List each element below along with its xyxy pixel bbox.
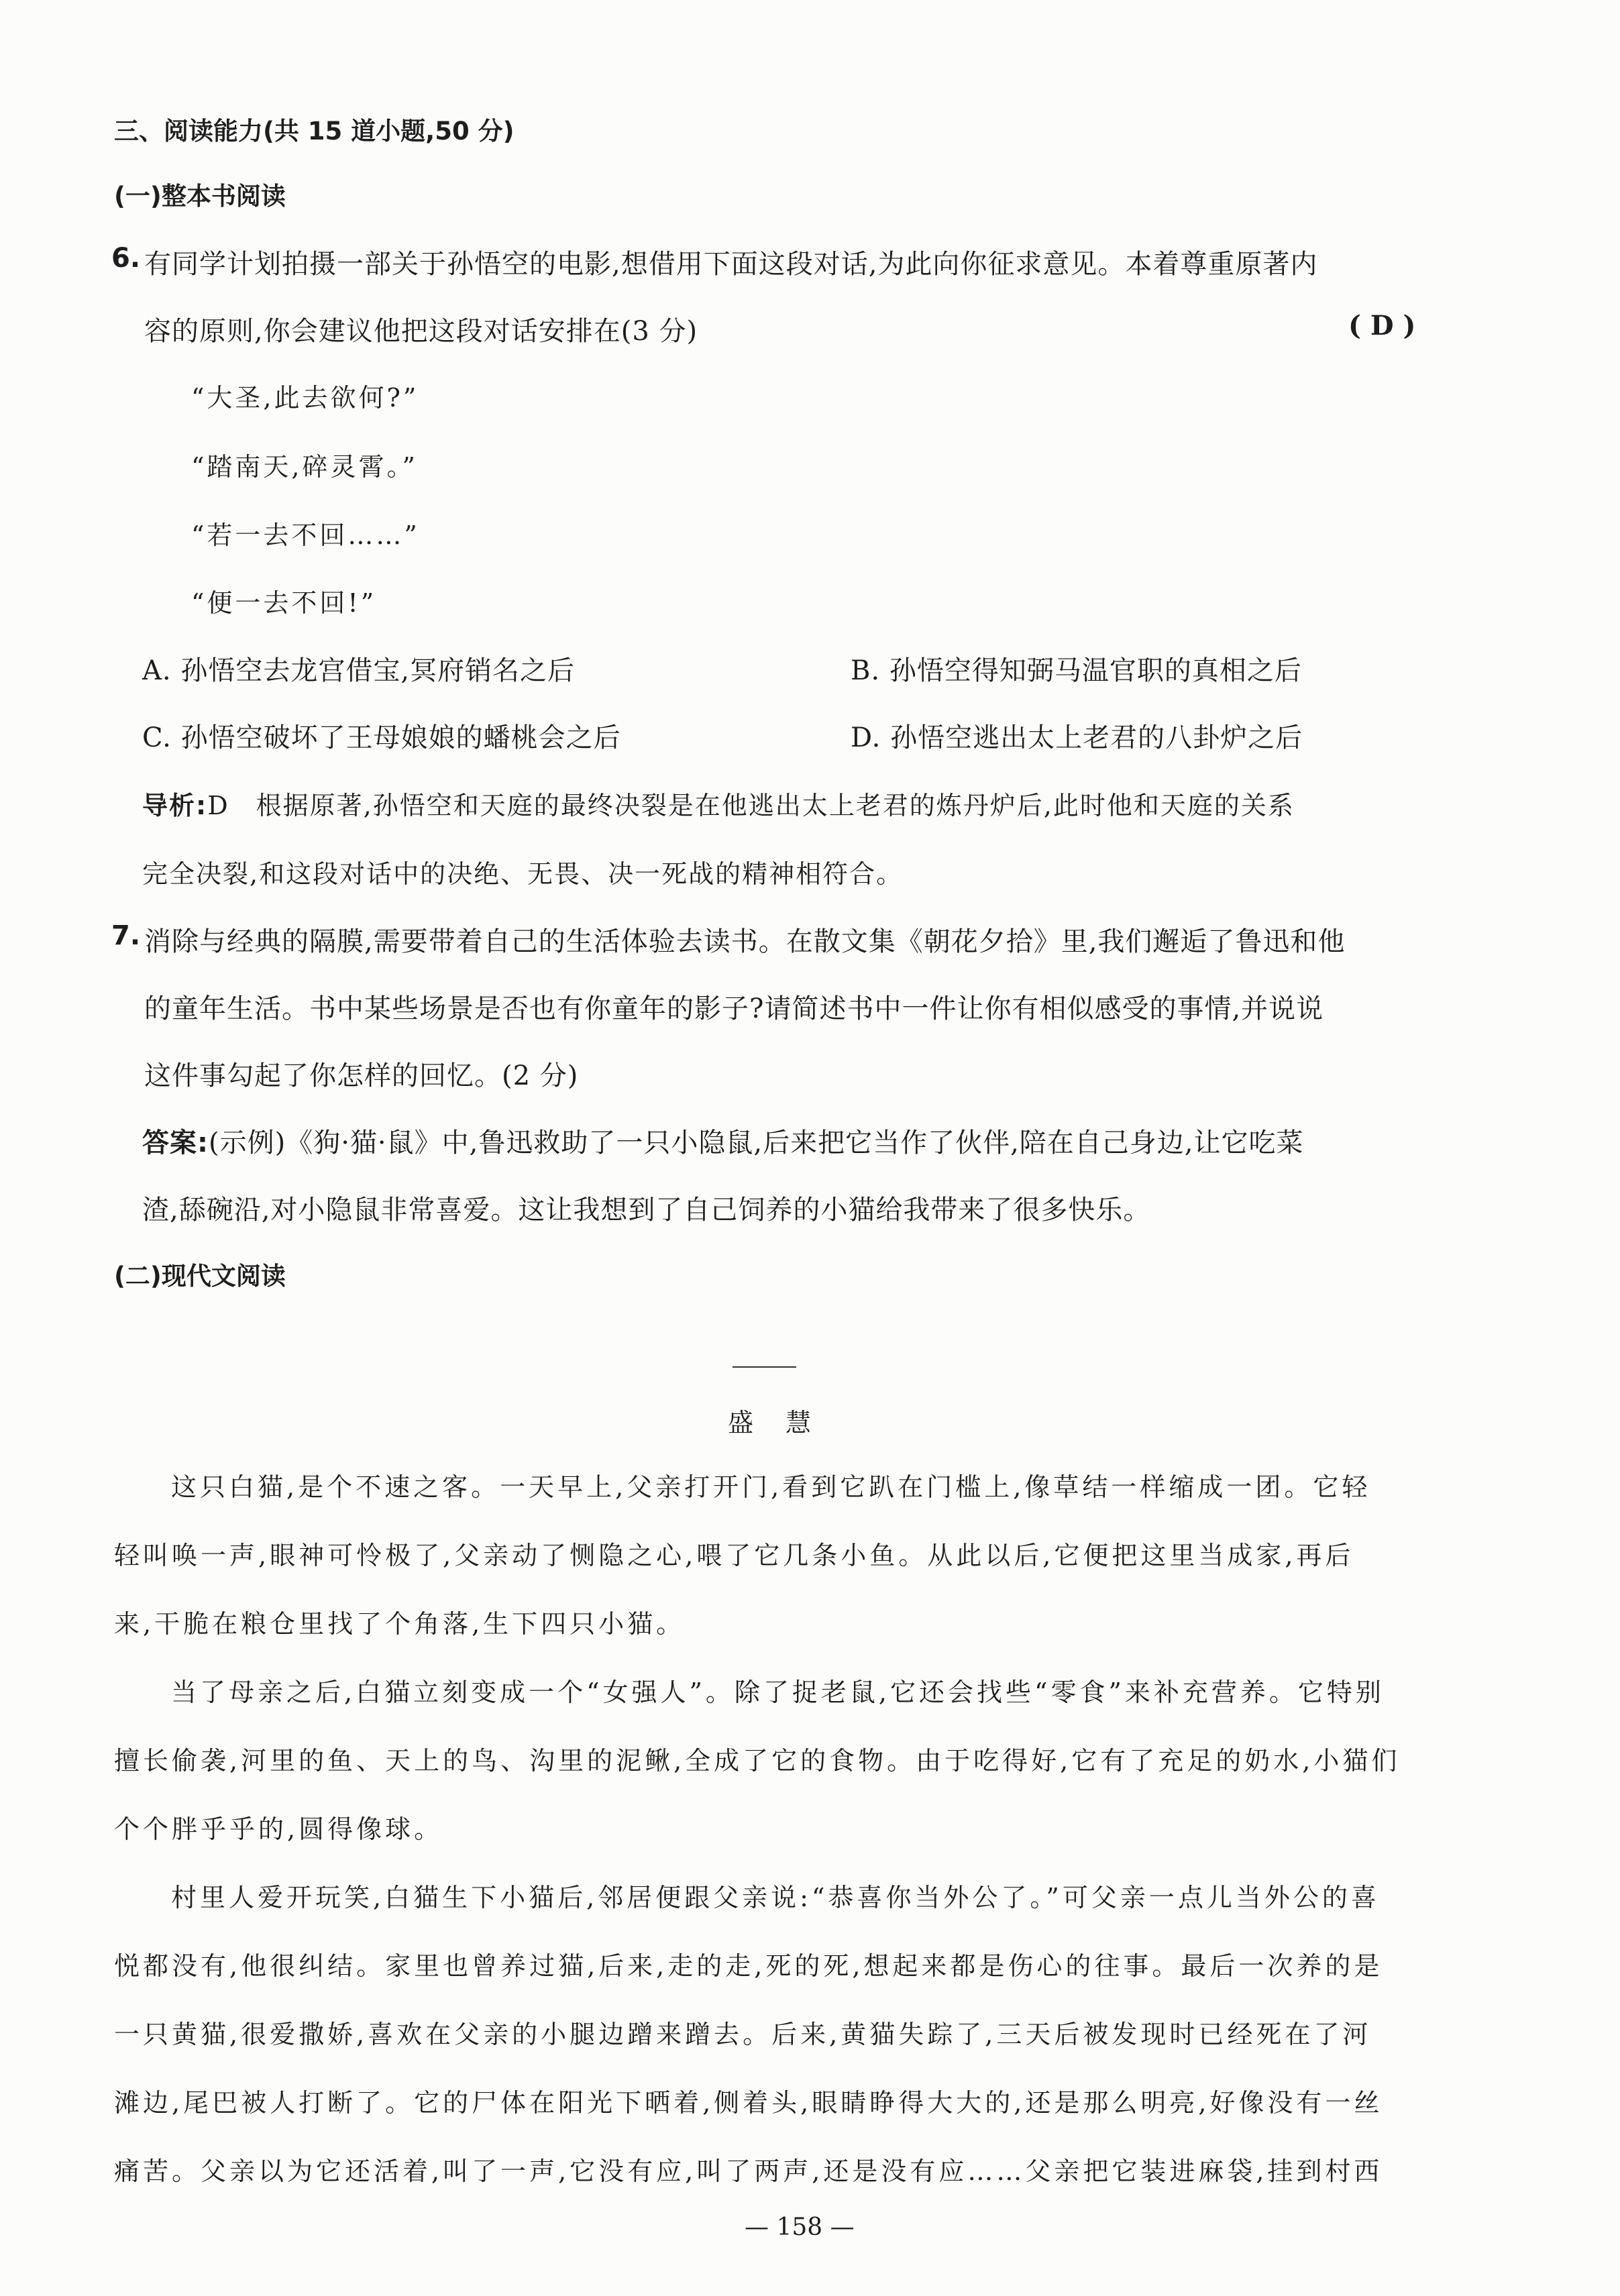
question-7-line-3: 这件事勾起了你怎样的回忆。(2 分) bbox=[144, 1060, 579, 1091]
dialog-line-3: “若一去不回……” bbox=[191, 521, 420, 550]
dialog-line-2: “踏南天,碎灵霄。” bbox=[191, 452, 418, 482]
option-a: A. 孙悟空去龙宫借宝,冥府销名之后 bbox=[142, 655, 576, 686]
subsection-heading-modern-text: (二)现代文阅读 bbox=[114, 1262, 286, 1291]
dialog-line-1: “大圣,此去欲何?” bbox=[191, 383, 419, 413]
answer-line-1 bbox=[142, 1122, 1304, 1160]
guide-label: 导析: bbox=[142, 791, 208, 820]
answer-label: 答案: bbox=[142, 1128, 209, 1158]
essay-line: 悦都没有,他很纠结。家里也曾养过猫,后来,走的走,死的死,想起来都是伤心的往事。最后一次养的是 bbox=[114, 1951, 1383, 1981]
question-6-line-2: 容的原则,你会建议他把这段对话安排在(3 分) bbox=[144, 316, 698, 347]
essay-line: 轻叫唤一声,眼神可怜极了,父亲动了恻隐之心,喂了它几条小鱼。从此以后,它便把这里当成家,再后 bbox=[114, 1541, 1354, 1570]
dialog-line-4: “便一去不回!” bbox=[191, 588, 377, 618]
section-heading: 三、阅读能力(共 15 道小题,50 分) bbox=[114, 117, 515, 146]
question-6-answer-mark: ( D ) bbox=[1348, 310, 1416, 341]
essay-line: 当了母亲之后,白猫立刻变成一个“女强人”。除了捉老鼠,它还会找些“零食”来补充营养。它特别 bbox=[171, 1678, 1385, 1707]
question-number-6: 6. bbox=[111, 243, 141, 274]
guide-line-1 bbox=[142, 785, 1295, 822]
answer-line-2: 渣,舔碗沿,对小隐鼠非常喜爱。这让我想到了自己饲养的小猫给我带来了很多快乐。 bbox=[142, 1195, 1151, 1225]
essay-line: 来,干脆在粮仓里找了个角落,生下四只小猫。 bbox=[114, 1609, 686, 1639]
essay-line: 擅长偷袭,河里的鱼、天上的鸟、沟里的泥鳅,全成了它的食物。由于吃得好,它有了充足的奶水,小猫们 bbox=[114, 1746, 1401, 1775]
question-number-7: 7. bbox=[111, 920, 141, 951]
essay-line: 滩边,尾巴被人打断了。它的尸体在阳光下晒着,侧着头,眼睛睁得大大的,还是那么明亮,好像没有一丝 bbox=[114, 2088, 1383, 2118]
option-c: C. 孙悟空破坏了王母娘娘的蟠桃会之后 bbox=[142, 722, 621, 753]
page-number: — 158 — bbox=[745, 2213, 855, 2241]
answer-text-1: (示例)《狗·猫·鼠》中,鲁迅救助了一只小隐鼠,后来把它当作了伙伴,陪在自己身边,让它吃菜 bbox=[209, 1128, 1304, 1158]
option-b: B. 孙悟空得知弼马温官职的真相之后 bbox=[851, 655, 1302, 686]
guide-line-2: 完全决裂,和这段对话中的决绝、无畏、决一死战的精神相符合。 bbox=[142, 859, 904, 889]
essay-line: 个个胖乎乎的,圆得像球。 bbox=[114, 1814, 443, 1844]
question-7-line-2: 的童年生活。书中某些场景是否也有你童年的影子?请简述书中一件让你有相似感受的事情,并说说 bbox=[144, 993, 1324, 1024]
title-rule bbox=[733, 1366, 796, 1368]
question-6-line-1: 有同学计划拍摄一部关于孙悟空的电影,想借用下面这段对话,为此向你征求意见。本着尊重原著内 bbox=[144, 249, 1318, 280]
option-d: D. 孙悟空逃出太上老君的八卦炉之后 bbox=[851, 722, 1303, 753]
essay-line: 这只白猫,是个不速之客。一天早上,父亲打开门,看到它趴在门槛上,像草结一样缩成一团。它轻 bbox=[171, 1472, 1371, 1502]
guide-text-1: D 根据原著,孙悟空和天庭的最终决裂是在他逃出太上老君的炼丹炉后,此时他和天庭的关系 bbox=[207, 791, 1295, 820]
essay-line: 一只黄猫,很爱撒娇,喜欢在父亲的小腿边蹭来蹭去。后来,黄猫失踪了,三天后被发现时已经死在了河 bbox=[114, 2020, 1372, 2049]
essay-author: 盛 慧 bbox=[728, 1408, 815, 1437]
question-7-line-1: 消除与经典的隔膜,需要带着自己的生活体验去读书。在散文集《朝花夕拾》里,我们邂逅了鲁迅和他 bbox=[144, 926, 1346, 957]
essay-line: 痛苦。父亲以为它还活着,叫了一声,它没有应,叫了两声,还是没有应……父亲把它装进麻袋,挂到村西 bbox=[114, 2156, 1383, 2186]
essay-line: 村里人爱开玩笑,白猫生下小猫后,邻居便跟父亲说:“恭喜你当外公了。”可父亲一点儿当外公的喜 bbox=[171, 1883, 1380, 1912]
subsection-heading-whole-book: (一)整本书阅读 bbox=[114, 182, 286, 211]
